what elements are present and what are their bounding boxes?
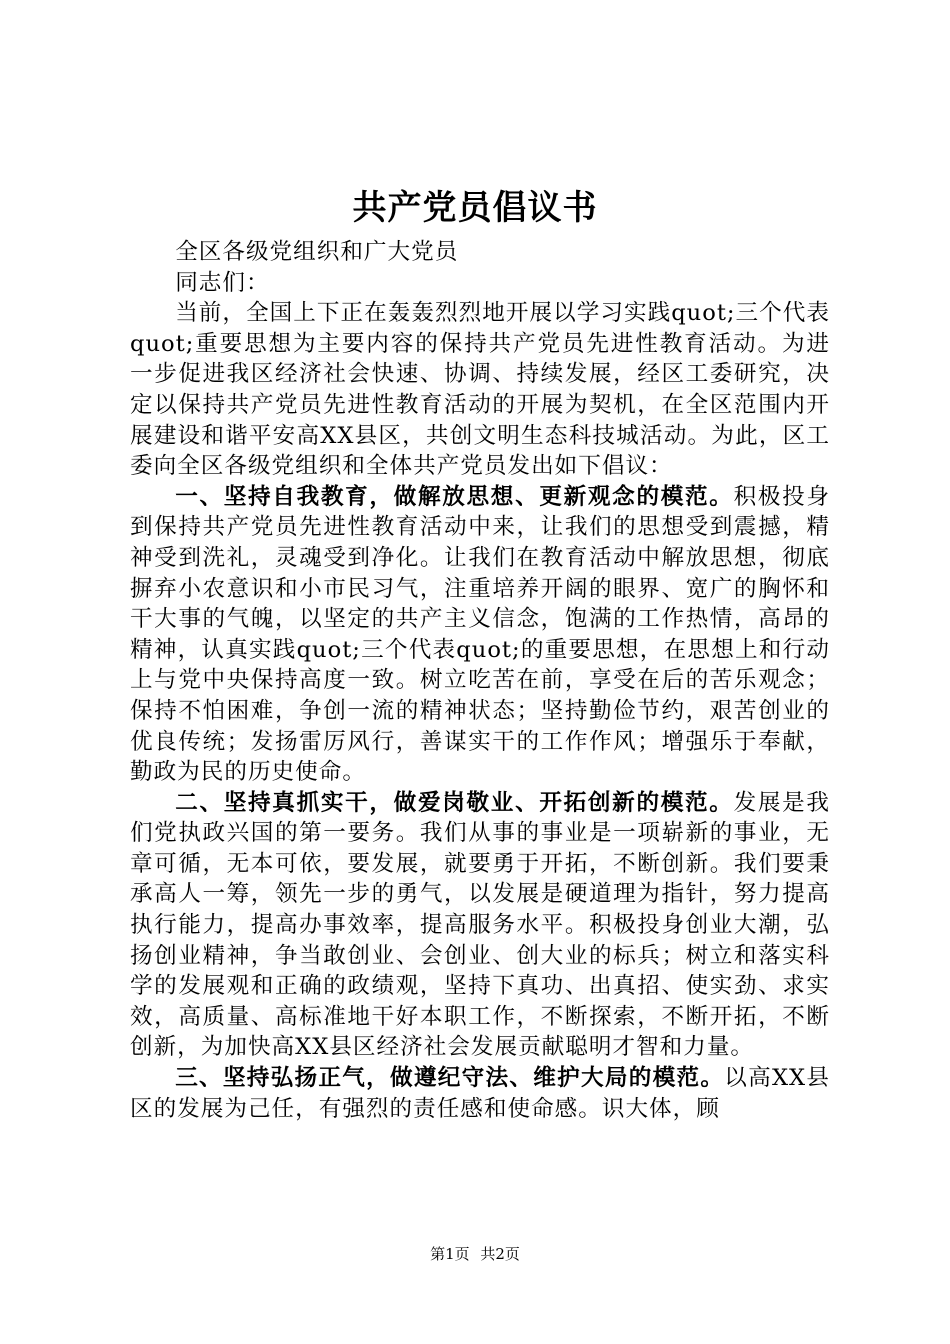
section-paragraph-3 (130, 1063, 830, 1124)
page-number: 第1页 (430, 1245, 470, 1263)
section-text-3: 以高XX县区的发展为己任，有强烈的责任感和使命感。识大体，顾 (130, 1065, 831, 1122)
document-title: 共产党员倡议书 (352, 188, 598, 228)
greeting: 同志们： (175, 269, 270, 296)
section-heading-1: 一、坚持自我教育，做解放思想、更新观念的模范。 (175, 483, 734, 510)
section-heading-3: 三、坚持弘扬正气，做遵纪守法、维护大局的模范。 (175, 1065, 725, 1092)
document-body (130, 237, 830, 1124)
section-paragraph-1 (130, 482, 830, 788)
intro-paragraph: 当前，全国上下正在轰轰烈烈地开展以学习实践quot;三个代表quot;重要思想为主要内容的保持共产党员先进性教育活动。为进一步促进我区经济社会快速、协调、持续发展，经区工委研究，决定以保持共产党员先进性教育活动的开展为契机，在全区范围内开展建设和谐平安高XX县区，共创文明生态科技城活动。为此，区工委向全区各级党组织和全体共产党员发出如下倡议： (130, 300, 830, 480)
page-footer (0, 1244, 950, 1264)
section-text-1: 积极投身到保持共产党员先进性教育活动中来，让我们的思想受到震撼，精神受到洗礼，灵魂受到净化。让我们在教育活动中解放思想，彻底摒弃小农意识和小市民习气，注重培养开阔的眼界、宽广的胸怀和干大事的气魄，以坚定的共产主义信念，饱满的工作热情，高昂的精神，认真实践quot;三个代表quot;的重要思想，在思想上和行动上与党中央保持高度一致。树立吃苦在前，享受在后的苦乐观念；保持不怕困难，争创一流的精神状态；坚持勤俭节约，艰苦创业的优良传统；发扬雷厉风行，善谋实干的工作作风；增强乐于奉献，勤政为民的历史使命。 (130, 483, 831, 786)
page-total: 共2页 (480, 1245, 520, 1263)
section-text-2: 发展是我们党执政兴国的第一要务。我们从事的事业是一项崭新的事业，无章可循，无本可依，要发展，就要勇于开拓，不断创新。我们要秉承高人一筹，领先一步的勇气，以发展是硬道理为指针，努力提高执行能力，提高办事效率，提高服务水平。积极投身创业大潮，弘扬创业精神，争当敢创业、会创业、创大业的标兵；树立和落实科学的发展观和正确的政绩观，坚持下真功、出真招、使实劲、求实效，高质量、高标准地干好本职工作，不断探索，不断开拓，不断创新，为加快高XX县区经济社会发展贡献聪明才智和力量。 (130, 789, 831, 1061)
section-paragraph-2 (130, 788, 830, 1063)
section-heading-2: 二、坚持真抓实干，做爱岗敬业、开拓创新的模范。 (175, 789, 734, 816)
addressee: 全区各级党组织和广大党员 (175, 239, 459, 265)
